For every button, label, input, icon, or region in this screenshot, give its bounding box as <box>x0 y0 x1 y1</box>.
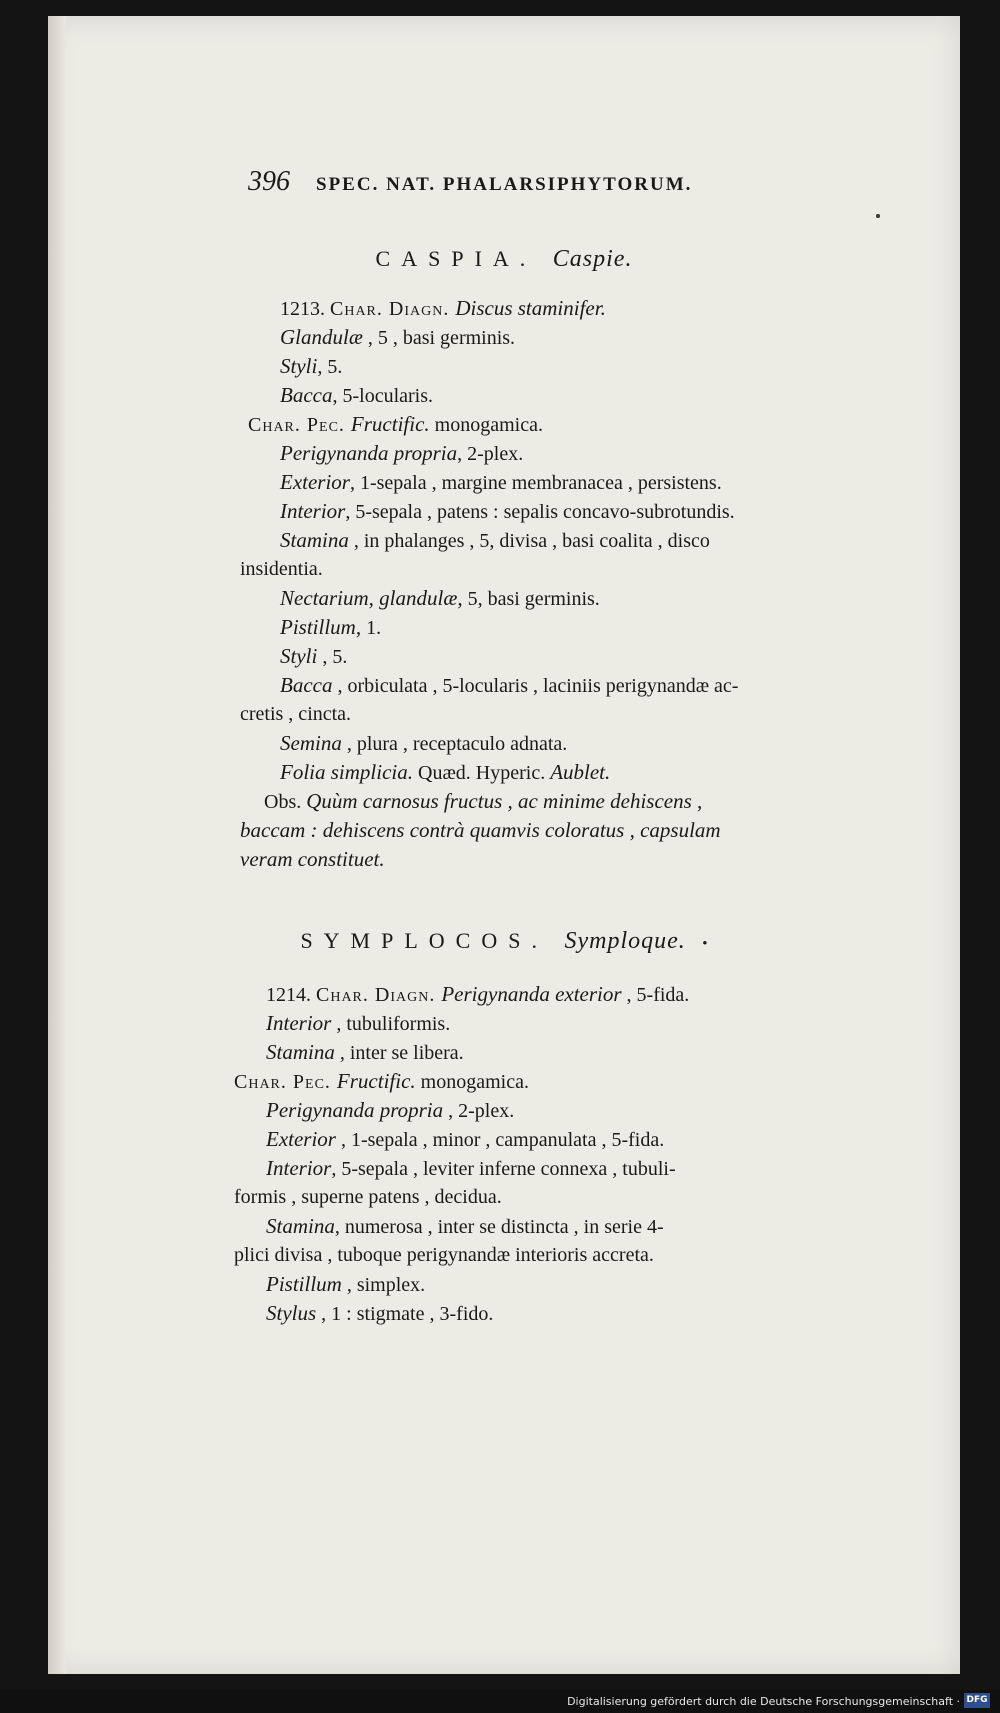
entry-number: 1214. <box>266 984 316 1006</box>
italic-term: Fructific. <box>336 1069 416 1093</box>
italic-term: Styli <box>280 644 318 668</box>
text-span: , plura , receptaculo adnata. <box>341 733 568 755</box>
text-line <box>280 617 381 638</box>
text-span: insidentia. <box>240 558 323 580</box>
text-span: Char. Diagn. <box>316 984 442 1006</box>
text-span: Char. Pec. <box>234 1071 337 1093</box>
footer-credit: Digitalisierung gefördert durch die Deutsche Forschungsgemeinschaft · <box>567 1695 960 1708</box>
text-line <box>266 1042 464 1063</box>
text-line <box>280 646 347 667</box>
text-span: 1. <box>361 617 382 639</box>
italic-term: Fructific. <box>350 412 430 436</box>
text-line <box>266 1013 450 1034</box>
italic-term: Semina <box>280 731 342 755</box>
text-span: , 5. <box>317 356 343 378</box>
italic-term: Bacca <box>280 673 333 697</box>
text-line <box>248 414 543 435</box>
text-line <box>280 530 710 551</box>
running-header <box>248 166 868 198</box>
italic-term: Stylus <box>266 1301 317 1325</box>
text-line <box>280 385 433 406</box>
text-line <box>266 1274 425 1295</box>
text-line <box>280 443 523 464</box>
entry-number: 1213. <box>280 298 330 320</box>
genus-name: SYMPLOCOS. <box>300 928 548 953</box>
genus-french-name: Caspie. <box>552 246 633 272</box>
italic-term: Perigynanda propria <box>266 1098 444 1122</box>
text-span: plici divisa , tuboque perigynandæ interioris accreta. <box>234 1244 654 1266</box>
genus-french-name: Symploque. <box>564 928 686 954</box>
italic-term: Aublet. <box>550 760 611 784</box>
text-span: , 5 , basi germinis. <box>362 327 516 349</box>
text-span: , 5. <box>317 646 348 668</box>
text-line <box>280 298 606 319</box>
text-line <box>280 733 567 754</box>
text-line <box>280 501 735 522</box>
italic-term: Stamina <box>266 1214 335 1238</box>
text-span: , 5-fida. <box>621 984 690 1006</box>
text-span: , 5-sepala , leviter inferne connexa , tubuli- <box>331 1158 676 1180</box>
text-span: cretis , cincta. <box>240 703 352 725</box>
italic-term: Pistillum <box>266 1272 342 1296</box>
text-line <box>234 1071 529 1092</box>
text-span: monogamica. <box>429 414 543 436</box>
text-line <box>240 704 351 724</box>
italic-term: Interior <box>266 1156 332 1180</box>
text-span: , 5-sepala , patens : sepalis concavo-subrotundis. <box>345 501 735 523</box>
italic-term: Discus staminifer. <box>455 296 606 320</box>
italic-term: Folia simplicia. <box>280 760 413 784</box>
text-line <box>280 675 738 696</box>
italic-term: Stamina <box>280 528 349 552</box>
text-span: Quæd. Hyperic. <box>413 762 551 784</box>
text-span: , 1 : stigmate , 3-fido. <box>316 1303 494 1325</box>
italic-term: veram constituet. <box>240 847 385 871</box>
italic-term: Glandulæ <box>280 325 363 349</box>
text-line <box>266 1216 664 1237</box>
text-span: , orbiculata , 5-locularis , laciniis perigynandæ ac- <box>332 675 739 697</box>
text-line <box>280 588 600 609</box>
text-span: 5, basi germinis. <box>462 588 600 610</box>
italic-term: baccam : dehiscens contrà quamvis coloratus , capsulam <box>240 818 721 842</box>
text-line <box>266 1158 676 1179</box>
text-span: Obs. <box>264 791 307 813</box>
text-line <box>234 1245 654 1265</box>
text-line <box>264 791 702 812</box>
italic-term: Exterior <box>266 1127 336 1151</box>
text-span: Char. Pec. <box>248 414 351 436</box>
text-line <box>266 1303 493 1324</box>
text-line <box>266 1100 514 1121</box>
bullet-mark: • <box>702 936 708 952</box>
italic-term: Perigynanda exterior <box>441 982 622 1006</box>
text-line <box>266 984 689 1005</box>
italic-term: Bacca <box>280 383 333 407</box>
text-line <box>266 1129 664 1150</box>
italic-term: Quùm carnosus fructus , ac minime dehiscens , <box>306 789 703 813</box>
italic-term: Interior <box>280 499 346 523</box>
text-line <box>280 327 515 348</box>
text-span: , numerosa , inter se distincta , in serie 4- <box>334 1216 664 1238</box>
text-line <box>280 762 610 783</box>
text-span: , 2-plex. <box>443 1100 515 1122</box>
running-title: SPEC. NAT. PHALARSIPHYTORUM. <box>316 174 693 195</box>
italic-term: Perigynanda propria <box>280 441 458 465</box>
text-span: monogamica. <box>415 1071 529 1093</box>
italic-term: Styli <box>280 354 318 378</box>
text-line <box>240 849 385 870</box>
genus-name: CASPIA. <box>375 246 537 271</box>
text-span: , simplex. <box>341 1274 426 1296</box>
text-span: formis , superne patens , decidua. <box>234 1186 502 1208</box>
italic-term: Exterior <box>280 470 350 494</box>
italic-term: Interior <box>266 1011 332 1035</box>
text-line <box>280 472 722 493</box>
text-span: Char. Diagn. <box>330 298 456 320</box>
text-span: , tubuliformis. <box>331 1013 451 1035</box>
text-line <box>234 1187 502 1207</box>
italic-term: Nectarium, glandulæ, <box>280 586 463 610</box>
italic-term: Stamina <box>266 1040 335 1064</box>
text-span: , 1-sepala , minor , campanulata , 5-fida. <box>335 1129 665 1151</box>
ink-spot <box>876 214 880 218</box>
text-span: , 2-plex. <box>457 443 524 465</box>
text-line <box>240 820 721 841</box>
book-page <box>48 16 960 1674</box>
text-span: , in phalanges , 5, divisa , basi coalita , disco <box>348 530 710 552</box>
text-span: , inter se libera. <box>334 1042 464 1064</box>
text-line <box>240 559 323 579</box>
text-span: , 5-locularis. <box>332 385 434 407</box>
dfg-logo-icon: DFG <box>964 1693 990 1708</box>
genus-heading-caspia <box>48 246 960 273</box>
genus-heading-symplocos <box>48 928 960 955</box>
text-span: , 1-sepala , margine membranacea , persistens. <box>349 472 722 494</box>
page-number: 396 <box>248 166 290 197</box>
text-line <box>280 356 342 377</box>
italic-term: Pistillum, <box>280 615 362 639</box>
